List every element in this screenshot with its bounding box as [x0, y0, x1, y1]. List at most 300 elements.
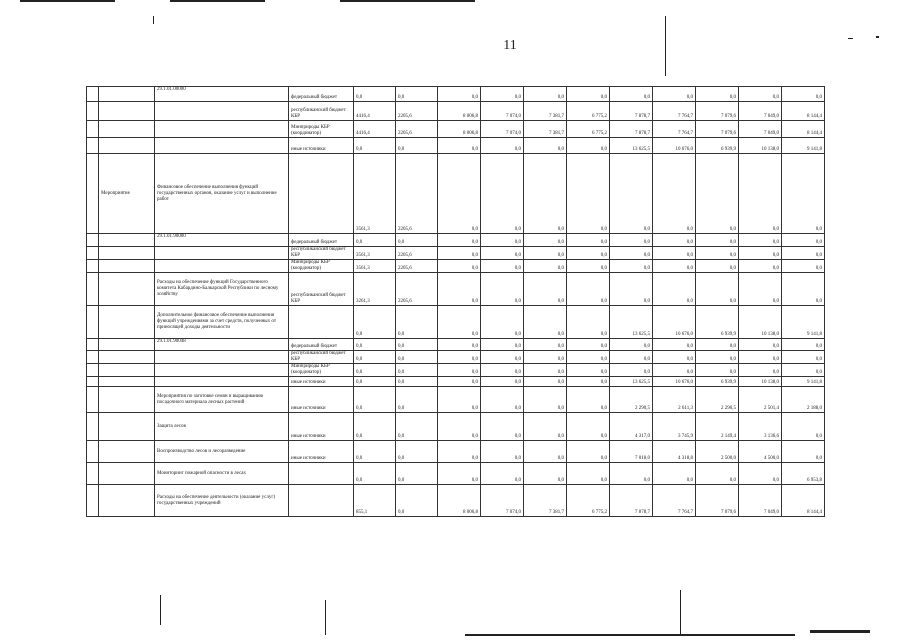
- scan-mark-bottom: [465, 634, 795, 636]
- value-cell: 0,0: [524, 273, 567, 306]
- row-name-cell: [155, 351, 289, 364]
- value-cell: 0,0: [653, 339, 696, 351]
- value-cell: 0,0: [610, 87, 653, 102]
- row-type-cell: [99, 247, 155, 260]
- table-row: [87, 463, 825, 485]
- value-cell: 0,0: [653, 273, 696, 306]
- value-cell: 0,0: [782, 260, 825, 273]
- value-cell: 4 318,8: [653, 441, 696, 463]
- value-cell: 0,0: [396, 351, 438, 364]
- value-cell: 0,0: [782, 364, 825, 377]
- value-cell: 0,0: [354, 87, 396, 102]
- value-cell: 0,0: [481, 154, 524, 234]
- page-number: 11: [503, 38, 517, 53]
- value-cell: 0,0: [438, 339, 481, 351]
- value-cell: 6 775,2: [567, 485, 610, 517]
- value-cell: 0,0: [696, 234, 739, 247]
- row-source-cell: иные источники: [289, 138, 354, 154]
- value-cell: 0,0: [396, 413, 438, 441]
- row-source-cell: республиканский бюджет КБР: [289, 102, 354, 121]
- value-cell: 0,0: [354, 441, 396, 463]
- table-row: [87, 234, 825, 247]
- value-cell: 7 381,7: [524, 102, 567, 121]
- value-cell: 9 141,8: [782, 138, 825, 154]
- value-cell: 0,0: [567, 377, 610, 387]
- value-cell: 0,0: [696, 154, 739, 234]
- row-source-cell: [289, 463, 354, 485]
- row-index-cell: [87, 121, 99, 138]
- value-cell: 0,0: [524, 306, 567, 339]
- value-cell: 0,0: [396, 463, 438, 485]
- value-cell: 0,0: [739, 351, 782, 364]
- value-cell: 3261,3: [354, 273, 396, 306]
- value-cell: 10 676,0: [653, 138, 696, 154]
- value-cell: 0,0: [396, 234, 438, 247]
- value-cell: 7 074,0: [481, 121, 524, 138]
- value-cell: 0,0: [567, 87, 610, 102]
- value-cell: 9 141,8: [782, 306, 825, 339]
- table-row: [87, 273, 825, 306]
- value-cell: 10 138,0: [739, 377, 782, 387]
- value-cell: 6 939,9: [696, 138, 739, 154]
- value-cell: 0,0: [481, 234, 524, 247]
- scan-mark-top-center: [340, 0, 475, 2]
- value-cell: 0,0: [481, 463, 524, 485]
- row-type-cell: [99, 413, 155, 441]
- table-row: [87, 339, 825, 351]
- value-cell: 0,0: [567, 234, 610, 247]
- value-cell: 0,0: [354, 306, 396, 339]
- value-cell: 0,0: [438, 441, 481, 463]
- value-cell: 0,0: [567, 247, 610, 260]
- row-index-cell: [87, 87, 99, 102]
- value-cell: 7 049,0: [739, 485, 782, 517]
- value-cell: 0,0: [567, 273, 610, 306]
- value-cell: 0,0: [438, 463, 481, 485]
- value-cell: 10 138,0: [739, 138, 782, 154]
- value-cell: 0,0: [567, 387, 610, 413]
- row-index-cell: [87, 234, 99, 247]
- value-cell: 0,0: [567, 463, 610, 485]
- table-row: [87, 413, 825, 441]
- value-cell: 0,0: [610, 339, 653, 351]
- value-cell: 0,0: [396, 387, 438, 413]
- row-index-cell: [87, 377, 99, 387]
- value-cell: 0,0: [396, 87, 438, 102]
- value-cell: 3561,3: [354, 260, 396, 273]
- table-row: [87, 102, 825, 121]
- value-cell: 0,0: [739, 273, 782, 306]
- row-source-cell: иные источники: [289, 413, 354, 441]
- value-cell: 0,0: [396, 485, 438, 517]
- scan-mark-right-bottom: [680, 590, 681, 635]
- row-index-cell: [87, 102, 99, 121]
- row-source-cell: иные источники: [289, 377, 354, 387]
- table-row: [87, 485, 825, 517]
- value-cell: 7 878,7: [610, 121, 653, 138]
- row-index-cell: [87, 441, 99, 463]
- row-type-cell: [99, 138, 155, 154]
- value-cell: 13 625,5: [610, 377, 653, 387]
- value-cell: 8 006,8: [438, 485, 481, 517]
- value-cell: 7 074,0: [481, 485, 524, 517]
- row-index-cell: [87, 260, 99, 273]
- value-cell: 0,0: [782, 413, 825, 441]
- value-cell: 7 381,7: [524, 121, 567, 138]
- value-cell: 0,0: [524, 247, 567, 260]
- row-index-cell: [87, 138, 99, 154]
- row-source-cell: федеральный бюджет: [289, 87, 354, 102]
- value-cell: 0,0: [524, 413, 567, 441]
- table-row: [87, 121, 825, 138]
- value-cell: 0,0: [567, 154, 610, 234]
- table-row: [87, 87, 825, 102]
- value-cell: 0,0: [524, 339, 567, 351]
- budget-table-body: [87, 87, 825, 517]
- value-cell: 0,0: [438, 387, 481, 413]
- row-name-cell: Мониторинг пожарной опасности в лесах: [155, 463, 289, 485]
- value-cell: 0,0: [354, 463, 396, 485]
- row-type-cell: [99, 485, 155, 517]
- value-cell: 7 079,6: [696, 102, 739, 121]
- value-cell: 0,0: [524, 441, 567, 463]
- scan-mark-top-left: [20, 0, 115, 2]
- row-name-cell: Мероприятия по заготовке семян и выращиванию посадочного материала лесных растений: [155, 387, 289, 413]
- value-cell: 4416,4: [354, 121, 396, 138]
- value-cell: 0,0: [739, 87, 782, 102]
- value-cell: 10 138,0: [739, 306, 782, 339]
- value-cell: 0,0: [524, 87, 567, 102]
- row-source-cell: иные источники: [289, 387, 354, 413]
- value-cell: 0,0: [524, 154, 567, 234]
- value-cell: 0,0: [653, 87, 696, 102]
- value-cell: 0,0: [782, 441, 825, 463]
- row-type-cell: [99, 306, 155, 339]
- table-row: [87, 364, 825, 377]
- value-cell: 7 381,7: [524, 485, 567, 517]
- value-cell: 7 079,6: [696, 121, 739, 138]
- row-index-cell: [87, 485, 99, 517]
- value-cell: 0,0: [481, 260, 524, 273]
- row-name-cell: Расходы на обеспечение функций Государственного комитета Кабардино-Балкарской Республики по лесному хозяйству: [155, 273, 289, 306]
- value-cell: 8 006,8: [438, 121, 481, 138]
- value-cell: 3 136,6: [739, 413, 782, 441]
- value-cell: 9 141,8: [782, 377, 825, 387]
- value-cell: 0,0: [354, 387, 396, 413]
- row-source-cell: [289, 154, 354, 234]
- scan-mark-left-tick: [153, 16, 154, 24]
- value-cell: 0,0: [610, 260, 653, 273]
- row-index-cell: [87, 351, 99, 364]
- value-cell: 10 676,0: [653, 306, 696, 339]
- value-cell: 7 049,0: [739, 121, 782, 138]
- value-cell: 7 764,7: [653, 121, 696, 138]
- row-type-cell: [99, 87, 155, 102]
- value-cell: 0,0: [481, 413, 524, 441]
- row-index-cell: [87, 413, 99, 441]
- value-cell: 0,0: [610, 154, 653, 234]
- value-cell: 0,0: [696, 351, 739, 364]
- row-name-cell: [155, 364, 289, 377]
- value-cell: 2 290,5: [610, 387, 653, 413]
- value-cell: 10 676,0: [653, 377, 696, 387]
- row-index-cell: [87, 387, 99, 413]
- value-cell: 0,0: [696, 364, 739, 377]
- value-cell: 2 290,5: [696, 387, 739, 413]
- value-cell: 0,0: [354, 339, 396, 351]
- value-cell: 0,0: [438, 273, 481, 306]
- row-type-cell: [99, 387, 155, 413]
- scan-mark-top-mid: [170, 0, 265, 2]
- table-row: [87, 247, 825, 260]
- value-cell: 4 500,0: [739, 441, 782, 463]
- row-name-cell: 29.1.01.90048: [155, 339, 289, 351]
- value-cell: 6 939,9: [696, 306, 739, 339]
- row-type-cell: [99, 234, 155, 247]
- value-cell: 3561,3: [354, 154, 396, 234]
- value-cell: 6 775,2: [567, 121, 610, 138]
- row-name-cell: [155, 377, 289, 387]
- value-cell: 0,0: [524, 351, 567, 364]
- value-cell: 0,0: [610, 364, 653, 377]
- row-source-cell: республиканский бюджет КБР: [289, 273, 354, 306]
- scan-mark-mid-bottom: [325, 600, 326, 635]
- row-index-cell: [87, 273, 99, 306]
- value-cell: 0,0: [396, 441, 438, 463]
- value-cell: 0,0: [481, 87, 524, 102]
- row-type-cell: [99, 121, 155, 138]
- value-cell: 7 878,7: [610, 485, 653, 517]
- value-cell: 2205,6: [396, 154, 438, 234]
- value-cell: 0,0: [481, 306, 524, 339]
- value-cell: 0,0: [481, 247, 524, 260]
- row-name-cell: [155, 260, 289, 273]
- value-cell: 0,0: [739, 234, 782, 247]
- value-cell: 0,0: [438, 234, 481, 247]
- row-source-cell: республиканский бюджет КБР: [289, 351, 354, 364]
- table-row: [87, 138, 825, 154]
- row-source-cell: республиканский бюджет КБР: [289, 247, 354, 260]
- row-source-cell: [289, 306, 354, 339]
- value-cell: 0,0: [481, 377, 524, 387]
- value-cell: 0,0: [782, 351, 825, 364]
- value-cell: 8 006,8: [438, 102, 481, 121]
- value-cell: 6 939,9: [696, 377, 739, 387]
- value-cell: 0,0: [782, 273, 825, 306]
- row-type-cell: [99, 441, 155, 463]
- value-cell: 0,0: [696, 273, 739, 306]
- row-source-cell: [289, 485, 354, 517]
- row-index-cell: [87, 463, 99, 485]
- value-cell: 0,0: [567, 260, 610, 273]
- value-cell: 0,0: [396, 339, 438, 351]
- row-source-cell: Минприроды КБР (координатор): [289, 364, 354, 377]
- value-cell: 0,0: [739, 364, 782, 377]
- value-cell: 0,0: [567, 441, 610, 463]
- value-cell: 0,0: [396, 364, 438, 377]
- value-cell: 0,0: [481, 273, 524, 306]
- value-cell: 0,0: [438, 377, 481, 387]
- row-index-cell: [87, 339, 99, 351]
- value-cell: 4 317,0: [610, 413, 653, 441]
- value-cell: 2205,6: [396, 260, 438, 273]
- value-cell: 8 144,4: [782, 102, 825, 121]
- value-cell: 0,0: [739, 247, 782, 260]
- row-index-cell: [87, 306, 99, 339]
- value-cell: 0,0: [396, 377, 438, 387]
- value-cell: 0,0: [481, 339, 524, 351]
- value-cell: 0,0: [481, 138, 524, 154]
- value-cell: 0,0: [567, 306, 610, 339]
- value-cell: 0,0: [696, 247, 739, 260]
- row-type-cell: [99, 260, 155, 273]
- value-cell: 0,0: [610, 463, 653, 485]
- table-row: [87, 154, 825, 234]
- value-cell: 0,0: [354, 138, 396, 154]
- value-cell: 3 745,9: [653, 413, 696, 441]
- row-name-cell: [155, 247, 289, 260]
- value-cell: 0,0: [653, 247, 696, 260]
- value-cell: 0,0: [354, 351, 396, 364]
- value-cell: 7 079,6: [696, 485, 739, 517]
- value-cell: 0,0: [567, 413, 610, 441]
- value-cell: 7 764,7: [653, 102, 696, 121]
- value-cell: 0,0: [782, 87, 825, 102]
- row-name-cell: Расходы на обеспечение деятельности (оказание услуг) государственных учреждений: [155, 485, 289, 517]
- budget-table: [86, 86, 825, 517]
- row-source-cell: Минприроды КБР (координатор): [289, 121, 354, 138]
- value-cell: 0,0: [696, 87, 739, 102]
- value-cell: 0,0: [610, 273, 653, 306]
- value-cell: 0,0: [438, 247, 481, 260]
- row-index-cell: [87, 247, 99, 260]
- value-cell: 2205,6: [396, 247, 438, 260]
- value-cell: 0,0: [653, 234, 696, 247]
- row-source-cell: иные источники: [289, 441, 354, 463]
- value-cell: 0,0: [524, 234, 567, 247]
- value-cell: 8 144,4: [782, 121, 825, 138]
- value-cell: 7 878,7: [610, 102, 653, 121]
- row-index-cell: [87, 364, 99, 377]
- value-cell: 0,0: [524, 463, 567, 485]
- value-cell: 3561,3: [354, 247, 396, 260]
- value-cell: 0,0: [739, 339, 782, 351]
- value-cell: 7 074,0: [481, 102, 524, 121]
- value-cell: 855,1: [354, 485, 396, 517]
- value-cell: 0,0: [524, 387, 567, 413]
- value-cell: 0,0: [739, 463, 782, 485]
- value-cell: 0,0: [524, 260, 567, 273]
- value-cell: 0,0: [438, 351, 481, 364]
- value-cell: 0,0: [438, 260, 481, 273]
- row-source-cell: Минприроды КБР (координатор): [289, 260, 354, 273]
- value-cell: 0,0: [567, 364, 610, 377]
- value-cell: 0,0: [524, 364, 567, 377]
- row-type-cell: [99, 339, 155, 351]
- value-cell: 0,0: [610, 247, 653, 260]
- value-cell: 2 611,3: [653, 387, 696, 413]
- value-cell: 0,0: [481, 351, 524, 364]
- row-source-cell: федеральный бюджет: [289, 234, 354, 247]
- value-cell: 0,0: [396, 138, 438, 154]
- value-cell: 2 188,0: [782, 387, 825, 413]
- value-cell: 7 049,0: [739, 102, 782, 121]
- value-cell: 0,0: [481, 387, 524, 413]
- row-name-cell: Финансовое обеспечение выполнения функций государственных органов, оказание услуг и выполнение работ: [155, 154, 289, 234]
- value-cell: 2 149,4: [696, 413, 739, 441]
- value-cell: 2 501,4: [739, 387, 782, 413]
- value-cell: 0,0: [782, 234, 825, 247]
- value-cell: 0,0: [653, 364, 696, 377]
- value-cell: 7 764,7: [653, 485, 696, 517]
- row-type-cell: Мероприятие: [99, 154, 155, 234]
- value-cell: 0,0: [696, 463, 739, 485]
- row-type-cell: [99, 351, 155, 364]
- value-cell: 13 625,5: [610, 138, 653, 154]
- scan-mark-left-bottom: [160, 595, 161, 625]
- value-cell: 0,0: [610, 234, 653, 247]
- row-name-cell: [155, 121, 289, 138]
- row-name-cell: Воспроизводство лесов и лесоразведение: [155, 441, 289, 463]
- scan-mark-bottom-right: [810, 630, 870, 633]
- value-cell: 0,0: [438, 306, 481, 339]
- value-cell: 0,0: [782, 154, 825, 234]
- value-cell: 0,0: [354, 364, 396, 377]
- row-type-cell: [99, 364, 155, 377]
- row-name-cell: Дополнительное финансовое обеспечение выполнения функций учреждениями за счет средств, полученных от приносящей доходы деятельности: [155, 306, 289, 339]
- row-type-cell: [99, 463, 155, 485]
- value-cell: 0,0: [354, 234, 396, 247]
- value-cell: 0,0: [653, 351, 696, 364]
- value-cell: 2205,6: [396, 102, 438, 121]
- value-cell: 0,0: [438, 364, 481, 377]
- value-cell: 6 775,2: [567, 102, 610, 121]
- row-name-cell: Защита лесов: [155, 413, 289, 441]
- value-cell: 2205,6: [396, 273, 438, 306]
- value-cell: 0,0: [653, 463, 696, 485]
- value-cell: 0,0: [610, 351, 653, 364]
- row-type-cell: [99, 377, 155, 387]
- value-cell: 0,0: [567, 138, 610, 154]
- value-cell: 2205,6: [396, 121, 438, 138]
- table-row: [87, 387, 825, 413]
- value-cell: 0,0: [354, 413, 396, 441]
- row-name-cell: [155, 138, 289, 154]
- value-cell: 6 953,8: [782, 463, 825, 485]
- value-cell: 0,0: [653, 260, 696, 273]
- value-cell: 8 144,4: [782, 485, 825, 517]
- table-row: [87, 351, 825, 364]
- value-cell: 0,0: [481, 441, 524, 463]
- value-cell: 0,0: [739, 260, 782, 273]
- table-row: [87, 306, 825, 339]
- value-cell: 0,0: [481, 364, 524, 377]
- value-cell: 0,0: [696, 260, 739, 273]
- value-cell: 0,0: [438, 87, 481, 102]
- row-name-cell: [155, 102, 289, 121]
- value-cell: 7 018,0: [610, 441, 653, 463]
- value-cell: 4416,4: [354, 102, 396, 121]
- value-cell: 0,0: [696, 339, 739, 351]
- value-cell: 13 625,5: [610, 306, 653, 339]
- value-cell: 0,0: [524, 138, 567, 154]
- value-cell: 0,0: [438, 413, 481, 441]
- row-type-cell: [99, 273, 155, 306]
- table-row: [87, 260, 825, 273]
- row-name-cell: 29.1.01.00000: [155, 87, 289, 102]
- value-cell: 0,0: [438, 138, 481, 154]
- row-name-cell: 29.1.01.90000: [155, 234, 289, 247]
